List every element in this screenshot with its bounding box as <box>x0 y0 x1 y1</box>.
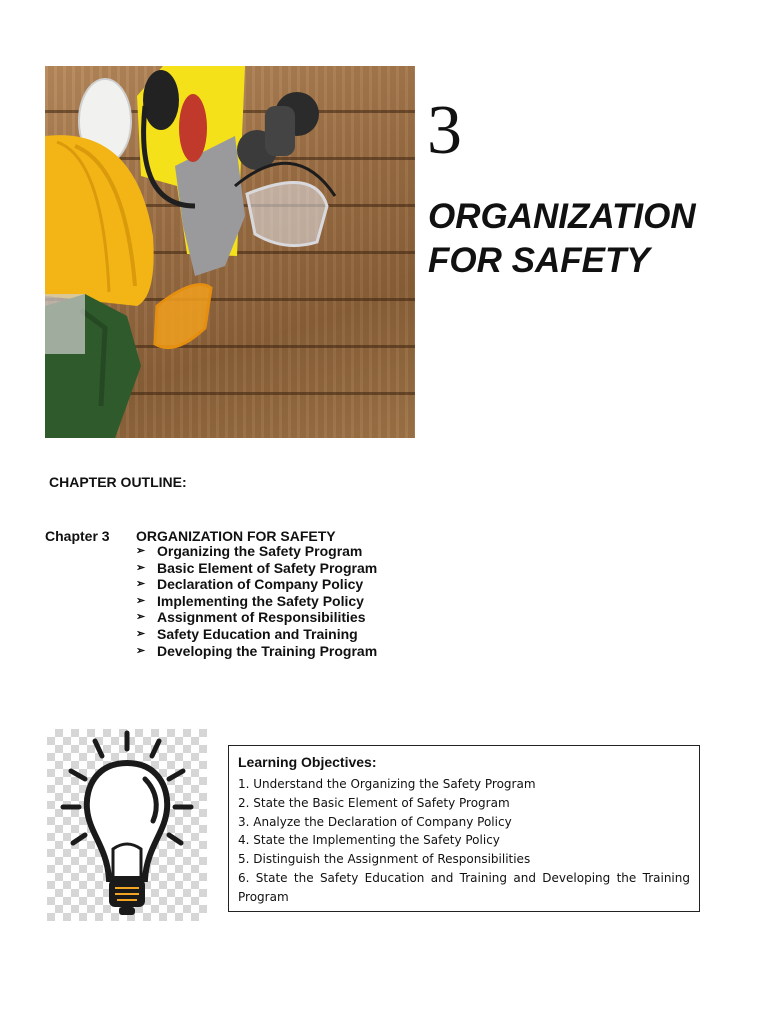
learning-objectives-box <box>228 745 700 912</box>
objective-item: 6. State the Safety Education and Training and Developing the Training Program <box>238 870 690 904</box>
outline-heading: CHAPTER OUTLINE: <box>49 474 187 490</box>
safety-glasses-icon <box>155 285 211 348</box>
arrow-bullet-icon: ➢ <box>136 561 146 574</box>
arrow-bullet-icon: ➢ <box>136 594 146 607</box>
safety-equipment-photo <box>45 66 415 438</box>
outline-item: ➢ Safety Education and Training <box>136 625 358 642</box>
objective-item: 1. Understand the Organizing the Safety Program <box>238 777 536 791</box>
earmuff-right-icon <box>179 94 207 162</box>
arrow-bullet-icon: ➢ <box>136 545 146 557</box>
objective-item: 3. Analyze the Declaration of Company Policy <box>238 814 512 829</box>
lightbulb-icon <box>47 729 207 921</box>
safety-gear-illustration <box>45 66 415 438</box>
objective-item: 5. Distinguish the Assignment of Responsibilities <box>238 852 531 867</box>
outline-item: ➢ Declaration of Company Policy <box>136 576 364 593</box>
outline-item: ➢ Developing the Training Program <box>136 642 378 659</box>
arrow-bullet-icon: ➢ <box>136 578 146 591</box>
goggles-icon <box>247 182 327 245</box>
outline-item: ➢ Implementing the Safety Policy <box>136 592 364 609</box>
outline-list <box>136 543 377 659</box>
objective-item: 2. State the Basic Element of Safety Program <box>238 795 510 810</box>
chapter-title: ORGANIZATION FOR SAFETY <box>428 197 696 280</box>
chapter-number: 3 <box>427 92 462 169</box>
arrow-bullet-icon: ➢ <box>136 644 146 657</box>
outline-item: ➢ Basic Element of Safety Program <box>136 559 378 576</box>
earmuff-left-icon <box>143 70 179 130</box>
objectives-list <box>238 775 690 907</box>
objectives-heading: Learning Objectives: <box>238 754 377 770</box>
outline-item: ➢ Organizing the Safety Program <box>136 543 363 559</box>
outline-chapter-label: Chapter 3 <box>45 528 110 544</box>
objective-item: 4. State the Implementing the Safety Policy <box>238 833 500 848</box>
hard-hat-icon <box>45 135 154 306</box>
lightbulb-panel <box>47 729 207 921</box>
arrow-bullet-icon: ➢ <box>136 627 146 640</box>
arrow-bullet-icon: ➢ <box>136 611 146 624</box>
outline-chapter-title: ORGANIZATION FOR SAFETY <box>136 528 336 544</box>
outline-item: ➢ Assignment of Responsibilities <box>136 609 366 626</box>
